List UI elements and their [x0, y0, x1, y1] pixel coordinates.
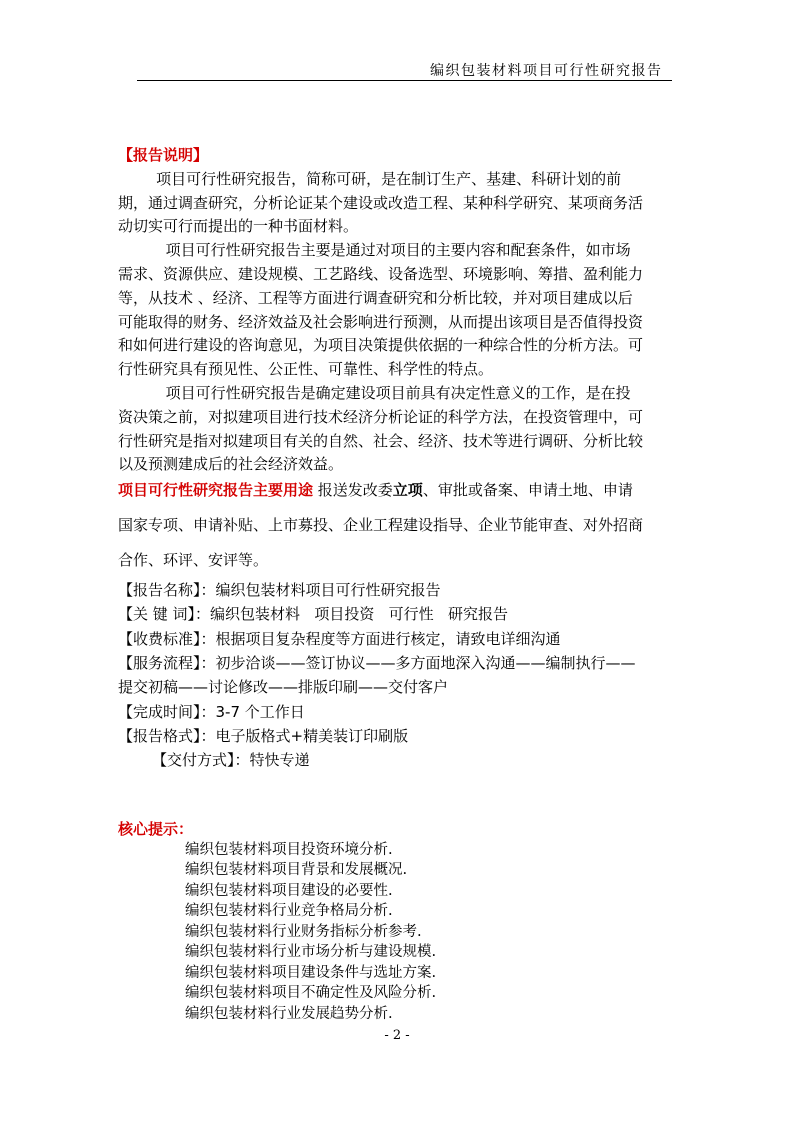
list-item: 编织包装材料项目背景和发展概况. — [185, 862, 408, 879]
list-item: 编织包装材料行业竞争格局分析. — [185, 903, 393, 920]
core-tips-heading: 核心提示： — [118, 819, 194, 838]
info-fee: 【收费标准】：根据项目复杂程度等方面进行核定，请致电详细沟通 — [118, 629, 561, 648]
report-note-paragraph-1 — [118, 168, 678, 239]
paragraph-line: 期，通过调查研究，分析论证某个建设或改造工程、某种科学研究、某项商务活 — [118, 193, 644, 212]
paragraph-line: 可能取得的财务、经济效益及社会影响进行预测，从而提出该项目是否值得投资 — [118, 312, 644, 331]
info-process: 【服务流程】：初步洽谈——签订协议——多方面地深入沟通——编制执行—— — [118, 654, 636, 673]
paragraph-line: 和如何进行建设的咨询意见，为项目决策提供依据的一种综合性的分析方法。可 — [118, 336, 644, 355]
info-delivery: 【交付方式】：特快专递 — [152, 751, 310, 770]
running-header-title: 编织包装材料项目可行性研究报告 — [430, 63, 663, 79]
usage-text: 、审批或备案、申请土地、申请 — [422, 481, 633, 500]
list-item: 编织包装材料行业发展趋势分析. — [185, 1005, 393, 1022]
usage-line-3: 合作、环评、安评等。 — [118, 551, 269, 570]
paragraph-line: 动切实可行而提出的一种书面材料。 — [118, 217, 359, 236]
list-item: 编织包装材料项目建设条件与选址方案. — [185, 964, 437, 981]
paragraph-line: 资决策之前，对拟建项目进行技术经济分析论证的科学方法，在投资管理中，可 — [118, 407, 644, 426]
paragraph-line: 以及预测建成后的社会经济效益。 — [118, 455, 344, 474]
paragraph-line: 项目可行性研究报告主要是通过对项目的主要内容和配套条件，如市场 — [118, 241, 631, 260]
info-format: 【报告格式】：电子版格式+精美装订印刷版 — [118, 726, 409, 745]
paragraph-line: 项目可行性研究报告，简称可研，是在制订生产、基建、科研计划的前 — [118, 169, 622, 188]
usage-line-1 — [118, 477, 678, 504]
report-note-heading: 【报告说明】 — [118, 146, 209, 164]
report-note-paragraph-3 — [118, 382, 678, 477]
list-item: 编织包装材料行业财务指标分析参考. — [185, 923, 422, 940]
core-tips-list — [118, 840, 678, 1025]
info-keywords: 【关 键 词】：编织包装材料 项目投资 可行性 研究报告 — [118, 605, 508, 624]
paragraph-line: 行性研究具有预见性、公正性、可靠性、科学性的特点。 — [118, 360, 494, 379]
page-number: - 2 - — [384, 1028, 410, 1043]
list-item: 编织包装材料行业市场分析与建设规模. — [185, 944, 437, 961]
paragraph-line: 行性研究是指对拟建项目有关的自然、社会、经济、技术等进行调研、分析比较 — [118, 431, 644, 450]
paragraph-line: 项目可行性研究报告是确定建设项目前具有决定性意义的工作，是在投 — [118, 383, 631, 402]
info-process-continued: 提交初稿——讨论修改——排版印刷——交付客户 — [118, 678, 449, 697]
list-item: 编织包装材料项目建设的必要性. — [185, 882, 393, 899]
header-divider — [137, 80, 672, 81]
report-note-paragraph-2 — [118, 239, 678, 382]
report-info — [118, 578, 678, 772]
usage-text-bold: 立项 — [392, 481, 423, 500]
usage-line-2: 国家专项、申请补贴、上市募投、企业工程建设指导、企业节能审查、对外招商 — [118, 516, 644, 535]
paragraph-line: 等，从技术 、经济、工程等方面进行调查研究和分析比较，并对项目建成以后 — [118, 288, 633, 307]
list-item: 编织包装材料项目不确定性及风险分析. — [185, 985, 437, 1002]
usage-text: 报送发改委 — [313, 481, 393, 500]
info-completion-time: 【完成时间】：3-7 个工作日 — [118, 702, 305, 721]
info-report-name: 【报告名称】：编织包装材料项目可行性研究报告 — [118, 581, 441, 600]
usage-heading: 项目可行性研究报告主要用途 — [118, 481, 314, 500]
list-item: 编织包装材料项目投资环境分析. — [185, 841, 393, 858]
paragraph-line: 需求、资源供应、建设规模、工艺路线、设备选型、环境影响、筹措、盈利能力 — [118, 264, 644, 283]
page-body — [118, 144, 678, 1024]
